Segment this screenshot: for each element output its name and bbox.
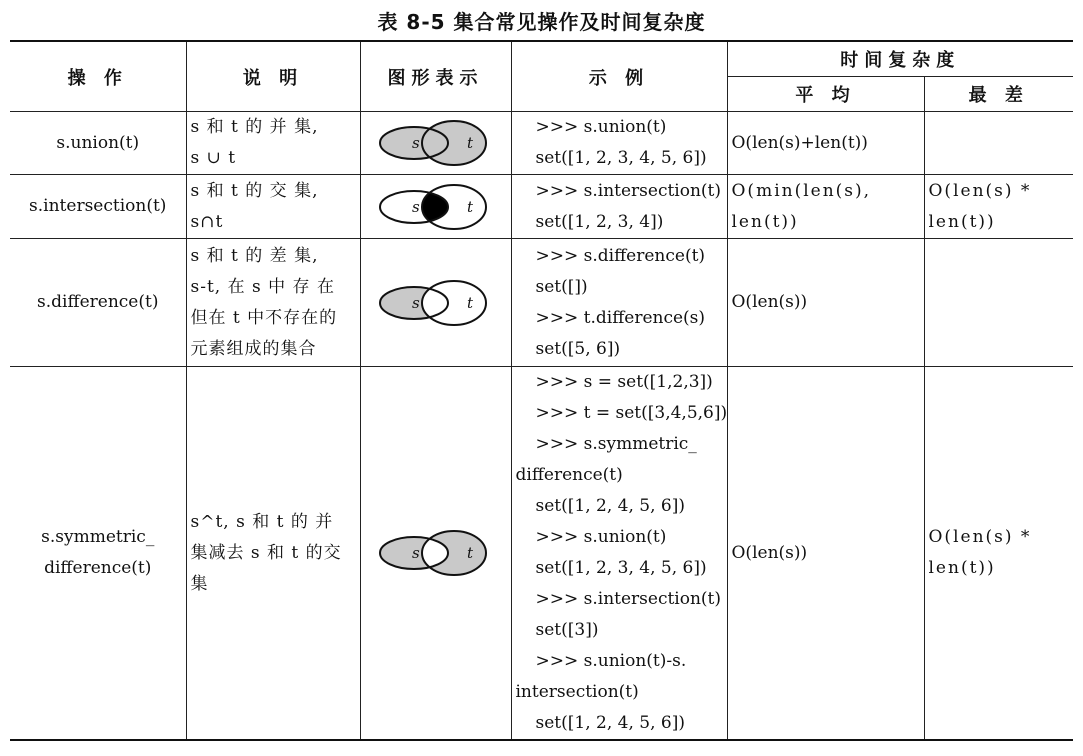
description-line: 集 — [190, 573, 209, 594]
example-line: >>> t = set([3,4,5,6]) — [535, 403, 728, 423]
table-row — [10, 239, 1073, 367]
svg-text:t: t — [466, 293, 473, 312]
example-line: set([1, 2, 3, 4]) — [535, 211, 664, 232]
operation-line: difference(t) — [44, 558, 152, 578]
average-complexity-line: O(len(s)) — [731, 292, 808, 312]
average-complexity-line: O(len(s)) — [731, 542, 808, 563]
description-cell — [186, 112, 360, 175]
svg-text:s: s — [411, 134, 420, 152]
description-line: s 和 t 的 并 集, — [190, 117, 319, 137]
example-line: >>> s = set([1,2,3]) — [535, 372, 713, 392]
description-line: s-t, 在 s 中 存 在 — [190, 276, 335, 297]
worst-complexity-line: O(len(s) * — [928, 180, 1032, 201]
header-example: 示 例 — [511, 41, 727, 112]
description-cell — [186, 367, 360, 741]
venn-diagram-intersection — [376, 179, 496, 235]
header-diagram: 图形表示 — [360, 41, 511, 112]
operation-cell — [10, 239, 186, 367]
average-complexity-line: O(min(len(s), — [731, 180, 872, 201]
description-line: 集减去 s 和 t 的交 — [190, 542, 342, 563]
example-line: intersection(t) — [515, 682, 639, 702]
example-line: set([1, 2, 3, 4, 5, 6]) — [535, 148, 707, 168]
example-cell — [511, 175, 727, 239]
worst-complexity-cell — [924, 175, 1073, 239]
operation-line: s.intersection(t) — [29, 196, 167, 216]
example-cell — [511, 367, 727, 741]
header-worst: 最 差 — [924, 77, 1073, 112]
svg-text:s: s — [411, 544, 420, 562]
venn-diagram-union — [376, 115, 496, 171]
worst-complexity-cell — [924, 367, 1073, 741]
average-complexity-line: len(t)) — [731, 211, 799, 232]
example-line: >>> s.union(t)-s. — [535, 651, 687, 671]
description-line: s 和 t 的 差 集, — [190, 245, 319, 266]
example-line: >>> s.intersection(t) — [535, 589, 722, 609]
example-line: >>> s.union(t) — [535, 117, 667, 137]
header-operation: 操 作 — [10, 41, 186, 112]
table-caption: 表 8-5 集合常见操作及时间复杂度 — [377, 10, 706, 34]
description-line: s ∪ t — [190, 148, 237, 168]
example-line: >>> s.union(t) — [535, 527, 667, 547]
table-row — [10, 175, 1073, 239]
description-cell — [186, 175, 360, 239]
table-row — [10, 367, 1073, 741]
description-line: s∩t — [190, 211, 224, 232]
set-operations-table — [10, 40, 1073, 741]
example-line: set([]) — [535, 276, 588, 297]
example-line: >>> t.difference(s) — [535, 307, 706, 328]
header-description: 说 明 — [186, 41, 360, 112]
svg-text:t: t — [466, 197, 473, 216]
worst-complexity-line: len(t)) — [928, 211, 996, 232]
description-line: 但在 t 中不存在的 — [190, 307, 338, 328]
svg-text:s: s — [411, 197, 420, 216]
venn-diagram-symmetric — [376, 525, 496, 581]
operation-cell — [10, 112, 186, 175]
svg-text:t: t — [466, 544, 473, 562]
diagram-cell — [360, 112, 511, 175]
operation-line: s.symmetric_ — [41, 527, 155, 547]
example-cell — [511, 239, 727, 367]
diagram-cell — [360, 367, 511, 741]
worst-complexity-line: len(t)) — [928, 558, 996, 578]
example-line: set([1, 2, 4, 5, 6]) — [535, 496, 685, 516]
diagram-cell — [360, 175, 511, 239]
venn-diagram-difference — [376, 275, 496, 331]
example-line: difference(t) — [515, 465, 623, 485]
average-complexity-cell — [727, 367, 924, 741]
average-complexity-cell — [727, 175, 924, 239]
svg-text:t: t — [466, 134, 473, 152]
description-line: 元素组成的集合 — [190, 338, 317, 359]
worst-complexity-cell — [924, 239, 1073, 367]
description-line: s^t, s 和 t 的 并 — [190, 511, 334, 532]
header-time-complexity: 时间复杂度 — [727, 41, 1073, 77]
svg-text:s: s — [411, 293, 420, 312]
example-line: >>> s.intersection(t) — [535, 180, 722, 201]
example-line: >>> s.difference(t) — [535, 245, 706, 266]
description-line: s 和 t 的 交 集, — [190, 180, 319, 201]
example-cell — [511, 112, 727, 175]
operation-cell — [10, 175, 186, 239]
example-line: set([1, 2, 3, 4, 5, 6]) — [535, 558, 707, 578]
worst-complexity-line: O(len(s) * — [928, 527, 1032, 547]
description-cell — [186, 239, 360, 367]
average-complexity-cell — [727, 112, 924, 175]
operation-line: s.difference(t) — [37, 292, 159, 312]
example-line: set([1, 2, 4, 5, 6]) — [535, 713, 685, 733]
example-line: set([3]) — [535, 620, 599, 640]
example-line: set([5, 6]) — [535, 338, 621, 359]
average-complexity-cell — [727, 239, 924, 367]
operation-cell — [10, 367, 186, 741]
header-average: 平 均 — [727, 77, 924, 112]
average-complexity-line: O(len(s)+len(t)) — [731, 132, 868, 153]
table-row — [10, 112, 1073, 175]
worst-complexity-cell — [924, 112, 1073, 175]
example-line: >>> s.symmetric_ — [535, 434, 697, 454]
operation-line: s.union(t) — [56, 132, 140, 153]
diagram-cell — [360, 239, 511, 367]
